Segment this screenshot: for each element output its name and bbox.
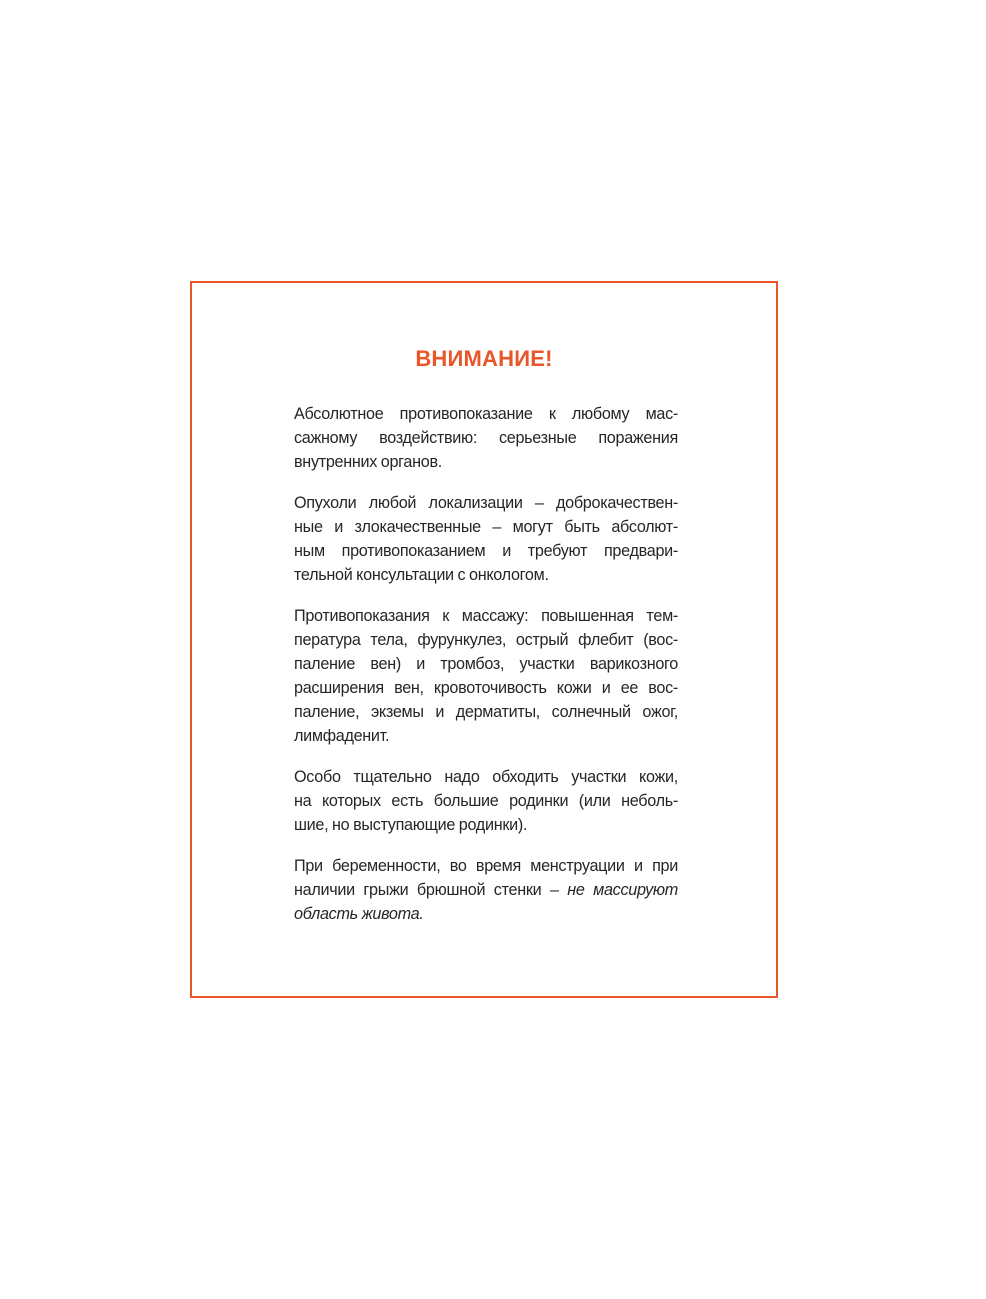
paragraph-line: паление вен) и тромбоз, участки варикозного — [294, 655, 678, 673]
paragraph-line: Особо тщательно надо обходить участки кожи, — [294, 768, 678, 786]
paragraph-line: лимфаденит. — [294, 727, 390, 745]
paragraph-line: Опухоли любой локализации – доброкачествен- — [294, 494, 678, 512]
notice-title: ВНИМАНИЕ! — [415, 346, 553, 371]
paragraph-line: паление, экземы и дерматиты, солнечный ожог, — [294, 703, 678, 721]
notice-paragraph-4 — [294, 765, 678, 837]
paragraph-line — [294, 878, 678, 902]
paragraph-line: тельной консультации с онкологом. — [294, 566, 549, 584]
paragraph-line: расширения вен, кровоточивость кожи и ее вос- — [294, 679, 678, 697]
paragraph-line: Абсолютное противопоказание к любому мас- — [294, 405, 678, 423]
paragraph-line: сажному воздействию: серьезные поражения — [294, 429, 678, 447]
notice-paragraph-1 — [294, 402, 678, 474]
paragraph-line: на которых есть большие родинки (или неболь- — [294, 792, 678, 810]
paragraph-line: Противопоказания к массажу: повышенная тем- — [294, 607, 678, 625]
emphasized-text: не массируют — [567, 881, 678, 899]
paragraph-line: внутренних органов. — [294, 453, 442, 471]
paragraph-line: шие, но выступающие родинки). — [294, 816, 528, 834]
paragraph-line: ным противопоказанием и требуют предвари- — [294, 542, 678, 560]
notice-paragraph-5 — [294, 854, 678, 926]
notice-paragraph-2 — [294, 491, 678, 587]
paragraph-line: При беременности, во время менструации и при — [294, 857, 678, 875]
notice-body — [294, 402, 678, 943]
paragraph-line: ные и злокачественные – могут быть абсолют- — [294, 518, 678, 536]
emphasized-text: область живота. — [294, 905, 424, 923]
notice-box — [190, 281, 778, 998]
paragraph-text: наличии грыжи брюшной стенки – — [294, 881, 568, 899]
paragraph-line: пература тела, фурункулез, острый флебит (вос- — [294, 631, 678, 649]
notice-paragraph-3 — [294, 604, 678, 748]
